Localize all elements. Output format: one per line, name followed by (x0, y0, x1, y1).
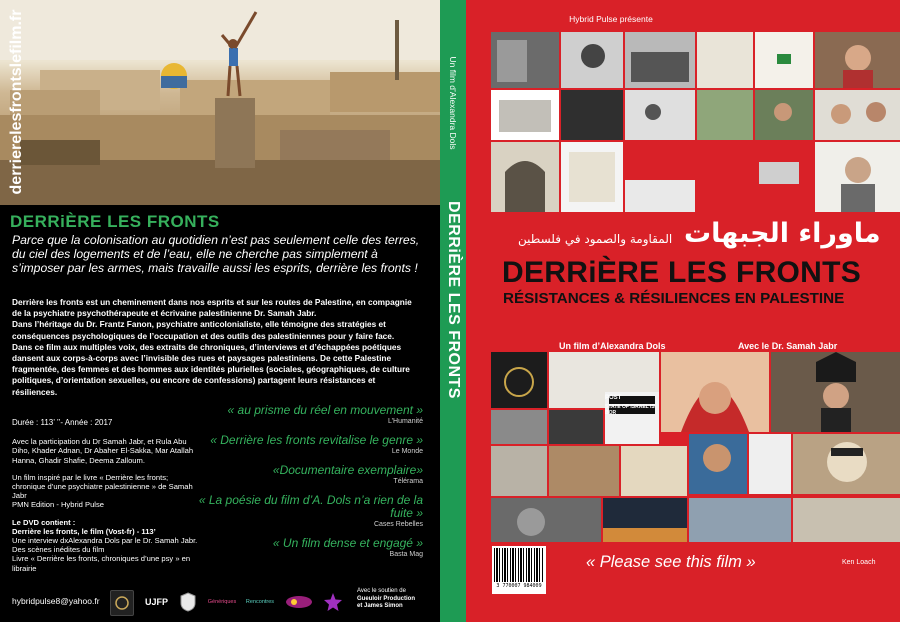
front-quote: « Please see this film » (586, 553, 756, 571)
barcode-number: 3 770007 984009 (496, 583, 542, 589)
star-logo (322, 590, 344, 614)
support-credits (357, 588, 437, 611)
dvd-film: Derrière les fronts, le film (Vost-fr) - 113’ (12, 526, 156, 536)
dvd-item: Une interview dxAlexandra Dols par le Dr. Samah Jabr. (12, 536, 198, 546)
arabic-subtitle: المقاومة والصمود في فلسطين (518, 232, 673, 246)
arabic-title: ماوراء الجبهات (684, 218, 881, 249)
front-quote-source: Ken Loach (842, 559, 876, 566)
director-credit: Un film d’Alexandra Dols (559, 341, 666, 351)
quote-source: Cases Rebelles (373, 521, 423, 528)
quote-source: Télérama (393, 478, 423, 485)
synopsis-paragraph: Dans l’héritage du Dr. Frantz Fanon, psychiatre anticolonialiste, elle témoigne des stratégies et conséquences psychologiques de l’occupation et des outils des palestiniennes pour y faire face. (12, 319, 395, 341)
press-quotes (195, 404, 423, 567)
contact-email[interactable]: hybridpulse8@yahoo.fr (12, 596, 100, 606)
duration-year: Durée : 113’ ’’- Année : 2017 (12, 418, 113, 427)
spine-text (440, 0, 466, 622)
photo-collage-top (491, 32, 900, 212)
support-prefix: Avec le soutien de (357, 588, 406, 594)
hybrid-pulse-logo (110, 590, 134, 616)
quote-source: Basta Mag (389, 551, 423, 558)
newspaper-word: STATE OF ISRAEL IS BOR (605, 404, 655, 416)
emblem-logo (178, 590, 198, 614)
presents-line: Hybrid Pulse présente (569, 14, 653, 24)
press-quote (195, 464, 423, 486)
credits-info (12, 418, 202, 573)
barcode-bars (494, 548, 544, 582)
back-photo-jerusalem-rooftops (0, 0, 440, 205)
edition-text: PMN Edition - Hybrid Pulse (12, 500, 105, 510)
support-name: et James Simon (357, 603, 403, 609)
quote-text: « La poésie du film d’A. Dols n’a rien de la fuite » (198, 493, 423, 520)
synopsis-paragraph: Derrière les fronts est un cheminement dans nos esprits et sur les routes de Palestine, en compagnie de la psychiatre psychothérapeute et écrivaine palestinienne Dr. Samah Jabr. (12, 297, 412, 319)
back-title: DERRiÈRE LES FRONTS (10, 212, 220, 231)
participation-text: Avec la participation du Dr Samah Jabr, et Rula Abu Diho, Khader Adnan, Dr Abaher El-Sakka, Mar Atallah Hanna, Ghadir Shafie, Deema Zalloum. (12, 437, 194, 465)
front-subtitle: RÉSISTANCES & RÉSILIENCES EN PALESTINE (503, 290, 845, 307)
ujfp-logo: UJFP (145, 597, 169, 607)
spine-director: Un film d’Alexandra Dols (448, 56, 458, 150)
back-synopsis (12, 297, 422, 398)
quote-source: Le Monde (391, 448, 423, 455)
barcode (492, 546, 546, 594)
site-url-text: derrierelesfrontslefilm.fr (8, 9, 25, 194)
press-quote (195, 434, 423, 456)
press-quote (195, 494, 423, 529)
rencontres-logo: Rencontres (245, 599, 275, 605)
dvd-item: Livre « Derrière les fronts, chroniques d’une psy » en librairie (12, 554, 191, 573)
newspaper-word: POST (605, 395, 622, 401)
quote-source: L’Humanité (387, 418, 423, 425)
back-cover (0, 0, 440, 622)
quote-text: « Derrière les fronts revitalise le genre » (210, 433, 423, 447)
dvd-item: Des scènes inédites du film (12, 545, 105, 555)
inspired-text: Un film inspiré par le livre « Derrière les fronts; chronique d’une psychiatre palestinienne » de Samah Jabr (12, 472, 193, 501)
front-cover (466, 0, 900, 622)
spine-title: DERRiÈRE LES FRONTS (445, 201, 462, 399)
with-credit: Avec le Dr. Samah Jabr (738, 341, 838, 351)
quote-text: « Un film dense et engagé » (272, 536, 423, 550)
press-quote (195, 537, 423, 559)
rooftops-illustration (0, 0, 440, 205)
quote-text: « au prisme du réel en mouvement » (227, 403, 423, 417)
quote-text: «Documentaire exemplaire» (272, 463, 423, 477)
festival-logo (283, 590, 315, 614)
dvd-heading: Le DVD contient : (12, 517, 76, 527)
back-intro: Parce que la colonisation au quotidien n’est pas seulement celle des terres, du ciel des logements et de l’eau, elle ne cherche pas simplement à s’imposer par les armes, mais travaille aussi les esprits, derrière les fronts ! (12, 233, 420, 275)
support-name: Gueuloir Production (357, 595, 415, 602)
spine (440, 0, 466, 622)
front-title: DERRiÈRE LES FRONTS (502, 256, 862, 289)
photo-collage-bottom (491, 352, 900, 542)
generiques-logo: Génériques (207, 599, 237, 605)
site-url-vertical (2, 4, 32, 199)
press-quote (195, 404, 423, 426)
synopsis-paragraph: Dans ce film aux multiples voix, des extraits de chroniques, d’interviews et d’échappées poétiques dansent aux corps-à-corps avec l’invisible des rues et paysages palestiniens. De cette Palestine fragmentée, des femmes et des hommes aux identités plurielles (sociales, géographiques, de culture politiques, d’orientation sexuelles, ou encore de confessions) partagent leurs résistances et résiliences. (12, 341, 410, 397)
